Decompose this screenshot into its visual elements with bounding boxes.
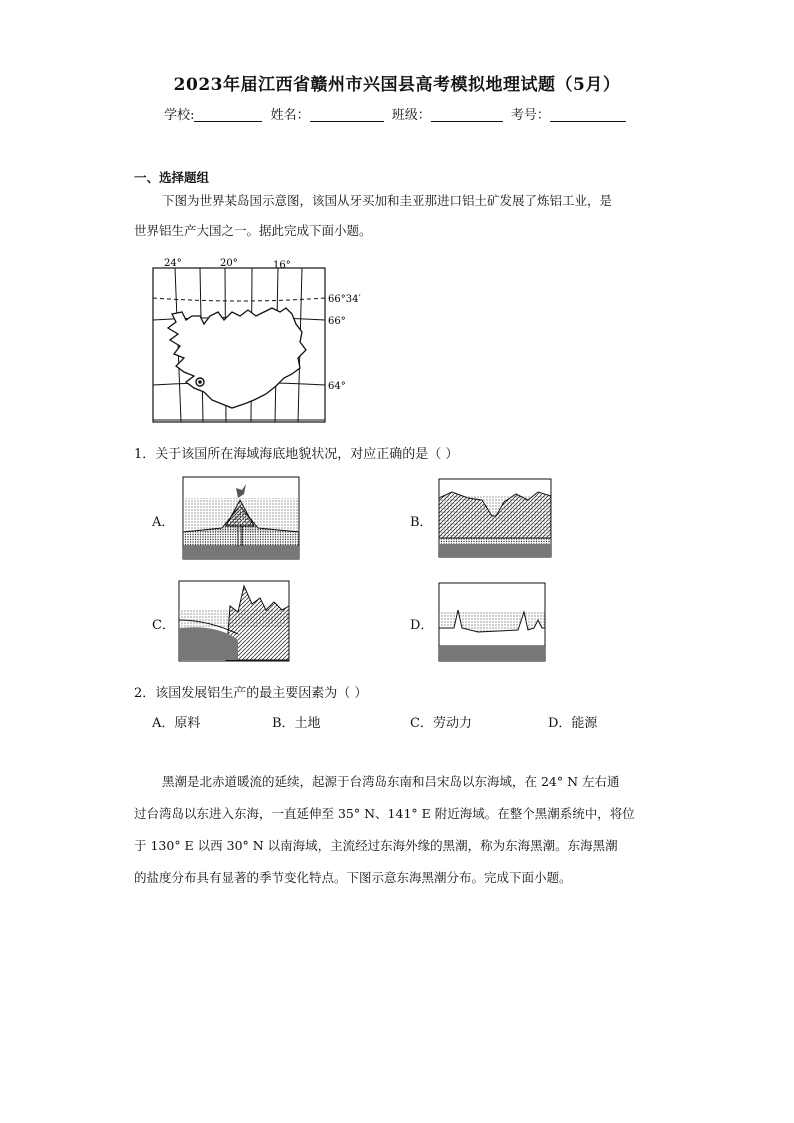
q2-option-a[interactable]: A．原料 (152, 716, 201, 731)
lat-label: 66°34′ (328, 294, 361, 305)
island-map (140, 254, 370, 426)
name-field[interactable] (310, 109, 384, 122)
option-c-label[interactable]: C． (152, 618, 175, 633)
intro-paragraph (134, 186, 664, 216)
option-c-diagram[interactable] (178, 580, 290, 662)
intro-line-2: 世界铝生产大国之一。据此完成下面小题。 (134, 223, 372, 238)
kuroshio-line-1: 黑潮是北赤道暖流的延续，起源于台湾岛东南和吕宋岛以东海域，在 24° N 左右通 (162, 774, 620, 789)
option-d-label[interactable]: D． (410, 618, 434, 633)
class-field[interactable] (431, 109, 503, 122)
option-b-diagram[interactable] (438, 478, 552, 558)
name-label: 姓名： (270, 108, 310, 123)
school-label: 学校: (164, 108, 195, 123)
lon-label: 20° (220, 258, 238, 269)
question-2: 2．该国发展铝生产的最主要因素为（ ） (134, 686, 368, 701)
option-d-diagram[interactable] (438, 582, 546, 662)
class-label: 班级： (391, 108, 431, 123)
q2-option-b[interactable]: B．土地 (272, 716, 321, 731)
number-field[interactable] (550, 109, 626, 122)
kuroshio-line-4: 的盐度分布具有显著的季节变化特点。下图示意东海黑潮分布。完成下面小题。 (134, 870, 572, 885)
lat-label: 64° (328, 381, 346, 392)
option-a-diagram[interactable] (182, 476, 300, 560)
option-b-label[interactable]: B． (410, 515, 433, 530)
lon-label: 16° (273, 260, 291, 271)
school-field[interactable] (194, 109, 262, 122)
option-a-label[interactable]: A． (152, 515, 175, 530)
kuroshio-line-3: 于 130° E 以西 30° N 以南海域，主流经过东海外缘的黑潮，称为东海黑潮。东海黑潮 (134, 838, 618, 853)
intro-line-1: 下图为世界某岛国示意图，该国从牙买加和圭亚那进口铝土矿发展了炼铝工业，是 (162, 193, 613, 208)
lon-label: 24° (164, 258, 182, 269)
q2-option-d[interactable]: D．能源 (548, 716, 598, 731)
question-1: 1．关于该国所在海域海底地貌状况，对应正确的是（ ） (134, 447, 459, 462)
lat-label: 66° (328, 316, 346, 327)
section-heading: 一、选择题组 (134, 170, 210, 185)
intro-paragraph-cont (134, 216, 664, 246)
page-title: 2023年届江西省赣州市兴国县高考模拟地理试题（5月） (173, 75, 621, 95)
kuroshio-line-2: 过台湾岛以东进入东海，一直延伸至 35° N、141° E 附近海域。在整个黑潮系统中，将位 (134, 806, 635, 821)
q2-option-c[interactable]: C．劳动力 (410, 716, 472, 731)
student-info-line (0, 104, 794, 123)
number-label: 考号： (510, 108, 550, 123)
